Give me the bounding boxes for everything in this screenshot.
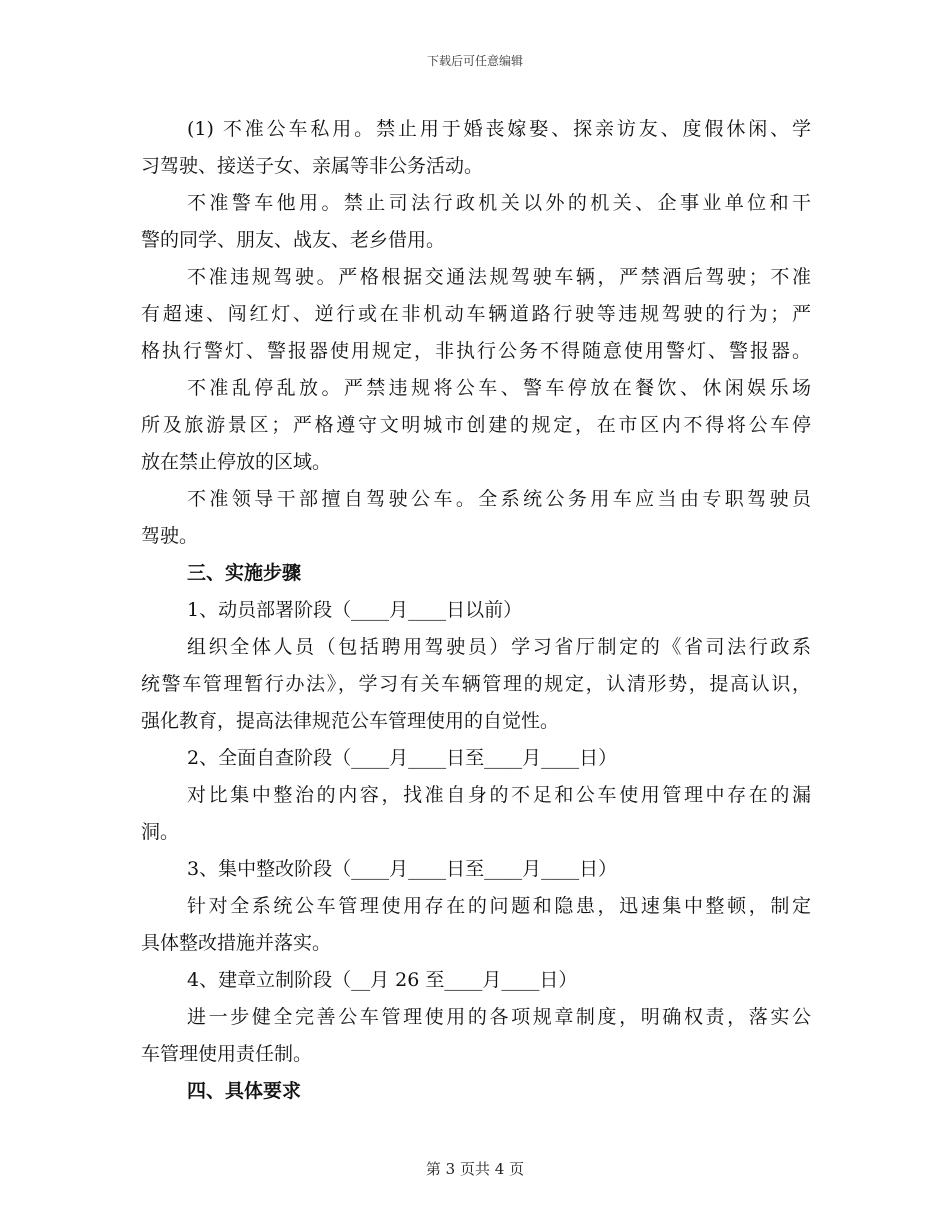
paragraph-line: 强化教育，提高法律规范公车管理使用的自觉性。 [141, 710, 560, 732]
paragraph-line: 对比集中整治的内容，找准自身的不足和公车使用管理中存在的漏 [187, 784, 811, 806]
paragraph-line: 不准警车他用。禁止司法行政机关以外的机关、企事业单位和干 [187, 192, 811, 214]
page-header: 下载后可任意编辑 [426, 54, 523, 68]
step-heading: 3、集中整改阶段（____月____日至____月____日） [187, 858, 618, 880]
page-footer: 第 3 页共 4 页 [425, 1160, 525, 1178]
paragraph-line: 车管理使用责任制。 [141, 1043, 313, 1065]
paragraph-line: 不准乱停乱放。严禁违规将公车、警车停放在餐饮、休闲娱乐场 [187, 377, 811, 399]
step-heading: 2、全面自查阶段（____月____日至____月____日） [187, 747, 618, 769]
paragraph-line: 习驾驶、接送子女、亲属等非公务活动。 [141, 155, 484, 177]
paragraph-line: 格执行警灯、警报器使用规定，非执行公务不得随意使用警灯、警报器。 [141, 340, 811, 362]
paragraph-line: (1) 不准公车私用。禁止用于婚丧嫁娶、探亲访友、度假休闲、学 [187, 118, 811, 140]
section-heading: 四、具体要求 [187, 1080, 302, 1102]
paragraph-line: 统警车管理暂行办法》，学习有关车辆管理的规定，认清形势，提高认识， [141, 673, 811, 695]
paragraph-line: 警的同学、朋友、战友、老乡借用。 [141, 229, 446, 251]
paragraph-line: 有超速、闯红灯、逆行或在非机动车辆道路行驶等违规驾驶的行为；严 [141, 303, 811, 325]
paragraph-line: 洞。 [141, 821, 180, 843]
paragraph-line: 所及旅游景区；严格遵守文明城市创建的规定，在市区内不得将公车停 [141, 414, 811, 436]
paragraph-line: 组织全体人员（包括聘用驾驶员）学习省厅制定的《省司法行政系 [187, 636, 811, 658]
paragraph-line: 具体整改措施并落实。 [141, 932, 332, 954]
step-heading: 1、动员部署阶段（____月____日以前） [187, 599, 523, 621]
paragraph-line: 驾驶。 [141, 525, 199, 547]
section-heading: 三、实施步骤 [187, 562, 302, 584]
paragraph-line: 放在禁止停放的区域。 [141, 451, 332, 473]
paragraph-line: 不准违规驾驶。严格根据交通法规驾驶车辆，严禁酒后驾驶；不准 [187, 266, 811, 288]
paragraph-line: 针对全系统公车管理使用存在的问题和隐患，迅速集中整顿，制定 [187, 895, 811, 917]
step-heading: 4、建章立制阶段（__月 26 至____月____日） [187, 969, 578, 991]
paragraph-line: 不准领导干部擅自驾驶公车。全系统公务用车应当由专职驾驶员 [187, 488, 811, 510]
paragraph-line: 进一步健全完善公车管理使用的各项规章制度，明确权责，落实公 [187, 1006, 811, 1028]
